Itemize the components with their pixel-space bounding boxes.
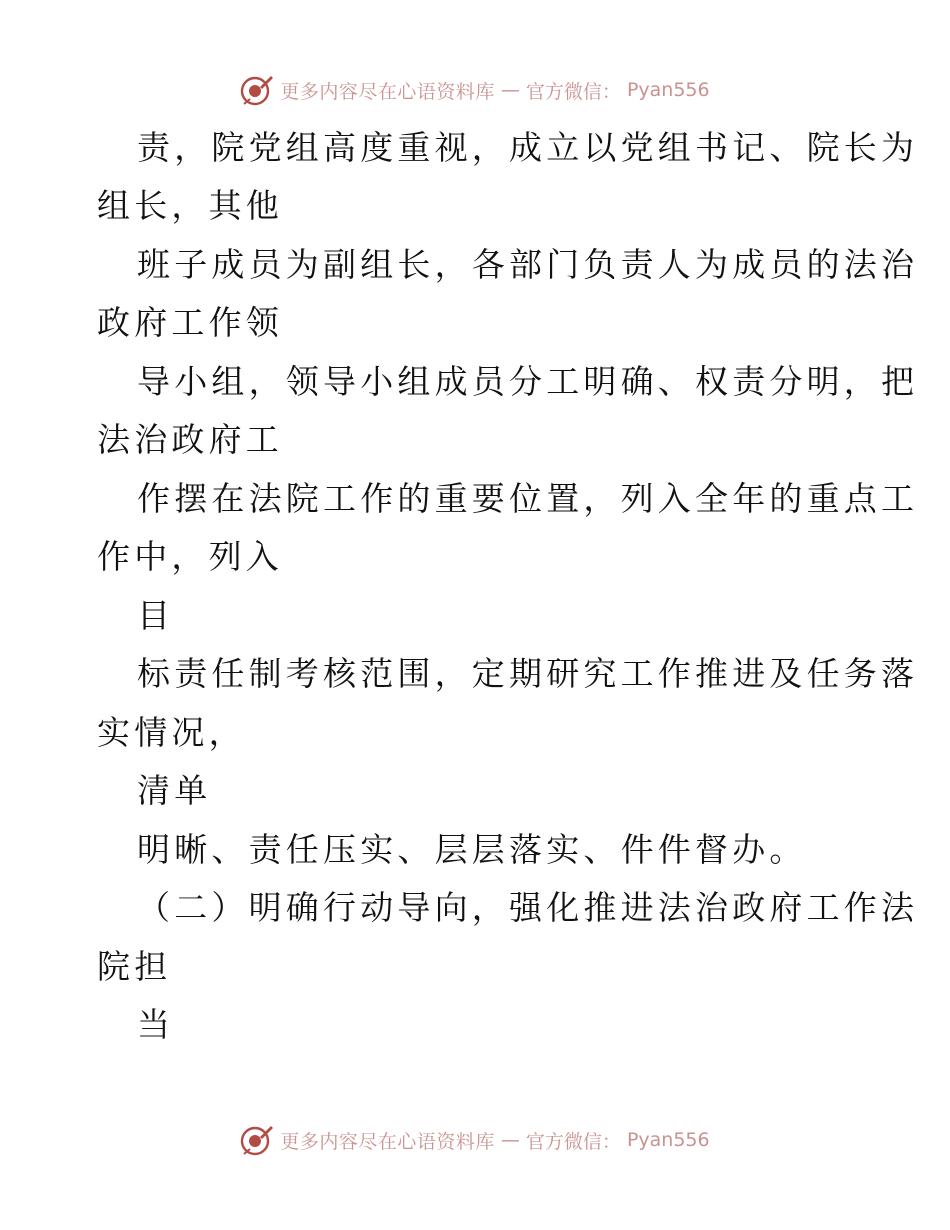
body-line: （二）明确行动导向，强化推进法治政府工作法 bbox=[137, 888, 919, 927]
watermark-label: 官方微信： bbox=[525, 1130, 621, 1153]
quill-seal-icon bbox=[240, 1123, 274, 1157]
watermark-account: Pyan556 bbox=[626, 1129, 710, 1151]
watermark-dash: — bbox=[500, 1129, 520, 1151]
watermark-label: 官方微信： bbox=[525, 80, 621, 103]
body-line: 实情况， bbox=[97, 713, 246, 752]
watermark-brand-text: 更多内容尽在心语资料库 bbox=[280, 80, 495, 103]
body-line: 班子成员为副组长，各部门负责人为成员的法治 bbox=[137, 245, 919, 284]
body-line: 院担 bbox=[97, 947, 172, 986]
body-line: 明晰、责任压实、层层落实、件件督办。 bbox=[137, 830, 807, 869]
watermark-dash: — bbox=[500, 79, 520, 101]
body-line: 责，院党组高度重视，成立以党组书记、院长为 bbox=[137, 128, 919, 167]
watermark-account: Pyan556 bbox=[626, 79, 710, 101]
watermark-brand-text: 更多内容尽在心语资料库 bbox=[280, 1130, 495, 1153]
body-line: 当 bbox=[137, 1005, 175, 1044]
body-line: 目 bbox=[137, 596, 175, 635]
body-line: 法治政府工 bbox=[97, 420, 283, 459]
body-line: 清单 bbox=[137, 771, 212, 810]
body-line: 组长，其他 bbox=[97, 186, 283, 225]
body-line: 导小组，领导小组成员分工明确、权责分明，把 bbox=[137, 362, 919, 401]
body-line: 作中，列入 bbox=[97, 537, 283, 576]
body-line: 作摆在法院工作的重要位置，列入全年的重点工 bbox=[137, 479, 919, 518]
body-line: 标责任制考核范围，定期研究工作推进及任务落 bbox=[137, 654, 919, 693]
body-line: 政府工作领 bbox=[97, 303, 283, 342]
footer-watermark bbox=[0, 1120, 950, 1160]
